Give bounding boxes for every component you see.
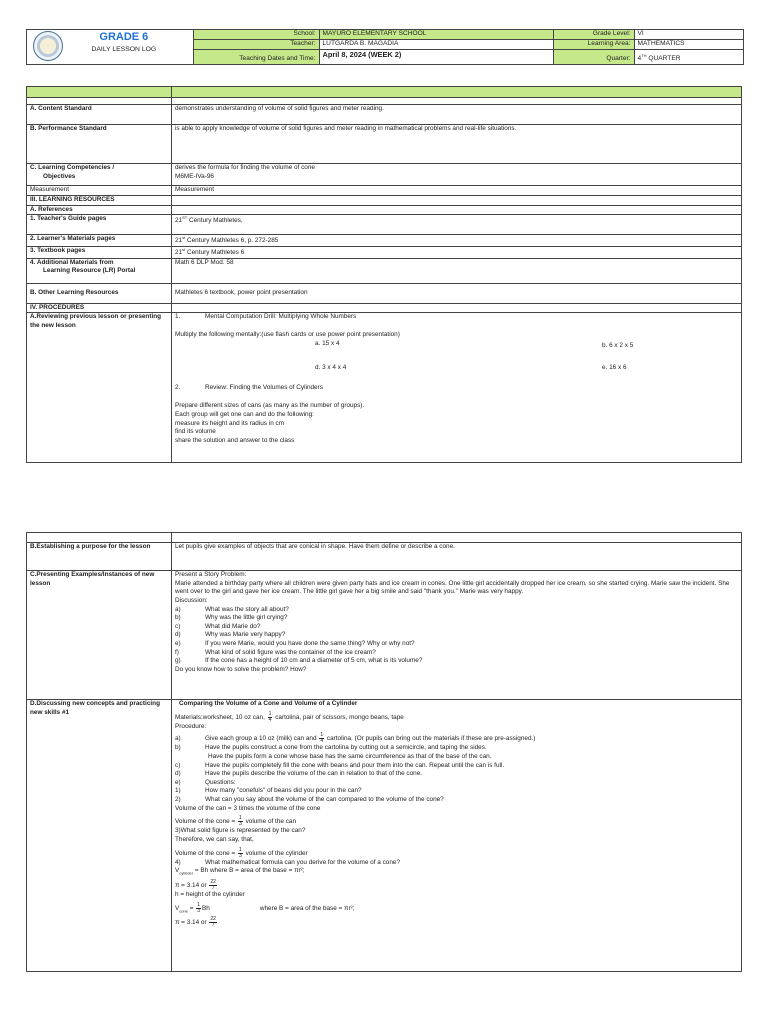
- quarter-word: QUARTER: [646, 55, 681, 63]
- review-line: measure its height and its radius in cm: [175, 419, 285, 427]
- pi-value: π = 3.14 or: [175, 918, 207, 926]
- question-3: 3)What solid figure is represented by the can?: [175, 827, 306, 835]
- comparison-title: Comparing the Volume of a Cone and Volume of a Cylinder: [179, 700, 358, 707]
- fraction-one-fourth: $\frac{1}{4}$: [320, 732, 324, 745]
- volume-can-statement: Volume of the can = 3 times the volume of the cone: [175, 804, 321, 812]
- tb-sup: st: [182, 247, 186, 253]
- presenting-label: C.Presenting Examples/Instances of new lesson: [27, 571, 172, 700]
- discussion-question: [175, 614, 738, 623]
- step-b2: Have the pupils form a cone whose base has the same circumference as that of the base of the can.: [208, 752, 492, 760]
- textbook-label: 3. Textbook pages: [27, 247, 172, 259]
- blank-cell: [27, 533, 172, 543]
- item1-num: 1.: [175, 313, 181, 321]
- materials-pre: Materials:worksheet, 10 oz can,: [175, 713, 265, 721]
- performance-standard-label: B. Performance Standard: [27, 125, 172, 164]
- review-line: share the solution and answer to the class: [175, 436, 295, 444]
- resources-heading: III. LEARNING RESOURCES: [27, 196, 172, 206]
- discussion-questions: [175, 606, 738, 666]
- step-b: Have the pupils construct a cone from the cartolina by cutting out a semicircle, and taping the sides.: [205, 744, 487, 752]
- question-text: What did Marie do?: [205, 622, 261, 630]
- reviewing-label: A.Reviewing previous lesson or presenting the new lesson: [27, 313, 172, 463]
- measurement: Measurement: [172, 186, 742, 196]
- competency-2: M6ME-IVa-96: [175, 172, 214, 180]
- cone-formula: Bh: [202, 904, 210, 912]
- additional-label-1: 4. Additional Materials from: [30, 258, 114, 266]
- content-standard-label: A. Content Standard: [27, 105, 172, 125]
- drill-b: b. 6 x 2 x 5: [602, 341, 634, 349]
- content-standard: demonstrates understanding of volume of solid figures and meter reading.: [172, 105, 742, 125]
- drill-e: e. 16 x 6: [602, 363, 627, 371]
- question-text: If you were Marie, would you have done the same thing? Why or why not?: [205, 640, 415, 648]
- discussion-question: [175, 640, 738, 649]
- question-key: f): [175, 648, 179, 656]
- story-title: Present a Story Problem:: [175, 571, 247, 578]
- competency: [172, 164, 742, 186]
- question-1: How many "conefuls" of beans did you pour in the can?: [205, 787, 362, 795]
- teacher-label: Teacher:: [193, 40, 319, 50]
- step-c: Have the pupils completely fill the cone with beans and pour them into the can. Repeat until the can is full.: [205, 761, 505, 769]
- step-a-pre: Give each group a 10 oz (milk) can and: [205, 735, 317, 743]
- question-text: What was the story all about?: [205, 605, 289, 613]
- procedure-label: Procedure:: [175, 722, 207, 730]
- additional-materials: Math 6 DLP Mod. 58: [172, 258, 742, 283]
- height-definition: h = height of the cylinder: [175, 891, 245, 898]
- blank-cell: [27, 98, 172, 105]
- title-cell: [27, 30, 194, 65]
- measurement-label: Measurement: [27, 186, 172, 196]
- volume-cone-post: volume of the can: [245, 818, 297, 826]
- fraction-22-7: $\frac{22}{7}$: [210, 879, 216, 891]
- dates-value: April 8, 2024 (WEEK 2): [319, 50, 553, 65]
- purpose-label: B.Establishing a purpose for the lesson: [27, 543, 172, 571]
- lm-pre: 21: [175, 237, 183, 245]
- blank-green-cell: [172, 87, 742, 98]
- question-4: What mathematical formula can you derive for the volume of a cone?: [205, 858, 401, 866]
- competency-1: derives the formula for finding the volume of cone: [175, 164, 315, 171]
- competency-label: [27, 164, 172, 186]
- question-key: d): [175, 631, 181, 639]
- tb-post: Century Mathletes 6: [185, 249, 245, 257]
- fraction-one-third: $\frac{1}{3}$: [239, 846, 242, 859]
- pi-value: π = 3.14 or: [175, 882, 207, 890]
- fraction-one-fourth: $\frac{1}{4}$: [268, 710, 272, 723]
- blank-cell: [172, 303, 742, 313]
- discussion-end: Do you know how to solve the problem? How?: [175, 666, 307, 674]
- cylinder-formula: = Bh where B = area of the base = πr²;: [193, 867, 305, 875]
- lm-label: 2. Learner's Materials pages: [27, 235, 172, 247]
- question-key: b): [175, 614, 181, 622]
- quarter-num: 4: [637, 55, 642, 63]
- fraction-22-7: $\frac{22}{7}$: [210, 915, 216, 928]
- question-2: What can you say about the volume of the can compared to the volume of the cone?: [205, 796, 444, 804]
- step-a-post: cartolina. (Or pupils can bring out the materials if these are pre-assigned.): [326, 735, 536, 743]
- question-text: Why was Marie very happy?: [205, 631, 286, 639]
- lm-post: Century Mathletes 6, p. 272-285: [185, 237, 279, 245]
- reviewing-content: [172, 313, 742, 463]
- references-label: A. References: [27, 205, 172, 215]
- item2-text: Review: Finding the Volumes of Cylinders: [205, 383, 323, 391]
- log-title: DAILY LESSON LOG: [91, 45, 157, 53]
- item2-num: 2.: [175, 383, 181, 391]
- materials-post: cartolina, pair of scissors, mongo beans, tape: [275, 713, 404, 721]
- grade-level-label: Grade Level:: [553, 30, 634, 40]
- school-label: School:: [193, 30, 319, 40]
- step-e: Questions:: [205, 778, 236, 786]
- competency-label-2: Objectives: [43, 172, 76, 180]
- tg-pages: [172, 215, 742, 235]
- lm-sup: st: [182, 235, 186, 241]
- question-key: g): [175, 657, 181, 665]
- review-line: Each group will get one can and do the following:: [175, 411, 314, 419]
- tg-sup: ST: [182, 215, 188, 221]
- grade-title: GRADE 6: [99, 31, 149, 43]
- discussion-question: [175, 657, 738, 666]
- other-resources: Mathletes 6 textbook, power point presentation: [172, 283, 742, 303]
- question-key: c): [175, 622, 181, 630]
- drill-d: d. 3 x 4 x 4: [315, 363, 347, 371]
- quarter-sup: TH: [641, 52, 647, 58]
- lm-pages: [172, 235, 742, 247]
- other-resources-label: B. Other Learning Resources: [27, 283, 172, 303]
- volume-cylinder-post: volume of the cylinder: [245, 849, 308, 857]
- story-text: Marie attended a birthday party where all children were given party hats and ice cream in cones. One little girl accidentally dropped her ice cream, so she started crying. Marie saw the incident. She went over to the girl and gave her ice cream. The little girl gave her a big smile and said "thank you." Marie was very happy.: [175, 579, 730, 596]
- header-table: [26, 29, 744, 65]
- fraction-one-third: $\frac{1}{3}$: [239, 815, 242, 828]
- blank-cell: [172, 533, 742, 543]
- lesson-table-2: [26, 532, 742, 972]
- drill-a: a. 15 x 4: [315, 339, 340, 347]
- fraction-one-third: $\frac{1}{3}$: [197, 901, 201, 914]
- competency-label-1: C. Learning Competencies /: [30, 164, 115, 171]
- discussing-label: D.Discussing new concepts and practicing new skills #1: [27, 700, 172, 972]
- additional-label-2: Learning Resource (LR) Portal: [43, 267, 136, 275]
- performance-standard: is able to apply knowledge of volume of solid figures and meter reading in mathematical problems and real-life situations.: [172, 125, 742, 164]
- learning-area-value: MATHEMATICS: [634, 40, 743, 50]
- discussion-question: [175, 631, 738, 640]
- procedures-heading: IV. PROCEDURES: [27, 303, 172, 313]
- question-key: a): [175, 605, 181, 613]
- blank-green-cell: [27, 87, 172, 98]
- tg-post: Century Mathletes,: [187, 217, 243, 225]
- blank-cell: [172, 98, 742, 105]
- item1-text: Mental Computation Drill: Multiplying Whole Numbers: [205, 313, 357, 321]
- presenting-content: [172, 571, 742, 700]
- question-text: If the cone has a height of 10 cm and a diameter of 5 cm, what is its volume?: [205, 657, 423, 665]
- quarter-value: [634, 50, 743, 65]
- discussion-question: [175, 623, 738, 632]
- blank-cell: [172, 205, 742, 215]
- additional-label: [27, 258, 172, 283]
- discussion-label: Discussion:: [175, 596, 208, 604]
- teacher-value: LUTGARDA B. MAGADIA: [319, 40, 553, 50]
- grade-level-value: VI: [634, 30, 743, 40]
- textbook-pages: [172, 247, 742, 259]
- school-value: MAYURO ELEMENTARY SCHOOL: [319, 30, 553, 40]
- question-text: Why was the little girl crying?: [205, 614, 288, 622]
- question-key: e): [175, 640, 181, 648]
- learning-area-label: Learning Area:: [553, 40, 634, 50]
- therefore-text: Therefore, we can say, that,: [175, 836, 254, 844]
- lesson-table-1: [26, 86, 742, 463]
- question-text: What kind of solid figure was the container of the ice cream?: [205, 648, 376, 656]
- drill-instruction: Multiply the following mentally:(use flash cards or use power point presentation): [175, 331, 400, 339]
- tg-label: 1. Teacher's Guide pages: [27, 215, 172, 235]
- cone-base-def: where B = area of the base = πr²;: [259, 904, 355, 912]
- tb-pre: 21: [175, 249, 183, 257]
- volume-cone-pre: Volume of the cone =: [175, 849, 236, 857]
- discussion-question: [175, 649, 738, 658]
- dates-label: Teaching Dates and Time:: [193, 50, 319, 65]
- step-d: Have the pupils describe the volume of the can in relation to that of the cone.: [205, 770, 423, 778]
- blank-cell: [172, 196, 742, 206]
- review-line: Prepare different sizes of cans (as many as the number of groups).: [175, 402, 365, 410]
- review-line: find its volume: [175, 428, 216, 436]
- discussion-question: [175, 606, 738, 615]
- quarter-label: Quarter:: [553, 50, 634, 65]
- purpose-text: Let pupils give examples of objects that are conical in shape. Have them define or describe a cone.: [172, 543, 742, 571]
- tg-pre: 21: [175, 217, 183, 225]
- volume-cone-pre: Volume of the cone =: [175, 818, 236, 826]
- discussing-content: Comparing the Volume of a Cone and Volume of a Cylinder Materials:worksheet, 10 oz can, $\frac{1}{4}$ cartolina, pair of scissors, mongo beans, tape Procedure: a) Give each group a 10 oz (milk) can and $\frac{1}{4}$ cartolina. (Or pupils can bring out the materials if these are pre-assigned.) b) Have the pupils construct a cone from the cartolina by cutting out a semicircle, and taping the sides. Have the pupils form a cone whose base has the same circumference as that of the base of the can. c) Have the pupils completely fill the cone with beans and pour them into the can. Repeat until the can is full. d) Have the pupils describe the volume of the can in relation to that of the cone. e) Questions: 1) How many "conefuls" of beans did you pour in the can? 2) What can you say about the volume of the can compared to the volume of the cone? Volume of the can = 3 times the volume of the cone Volume of the cone = $\frac{1}{3}$ volume of the can 3)What solid figure is represented by the can? Therefore, we can say, that, Volume of the cone = $\frac{1}{3}$ volume of the cylinder 4) What mathematical formula can you derive for the volume of a cone? $V_{cylinder} = Bh$ where B = area of the base = πr²; π = 3.14 or $\frac{22}{7}$ h = height of the cylinder $V_{cone}$ = $\frac{1}{3}$ Bh where B = area of the base = πr²; π = 3.14 or $\frac{22}{7}$: [172, 700, 742, 972]
